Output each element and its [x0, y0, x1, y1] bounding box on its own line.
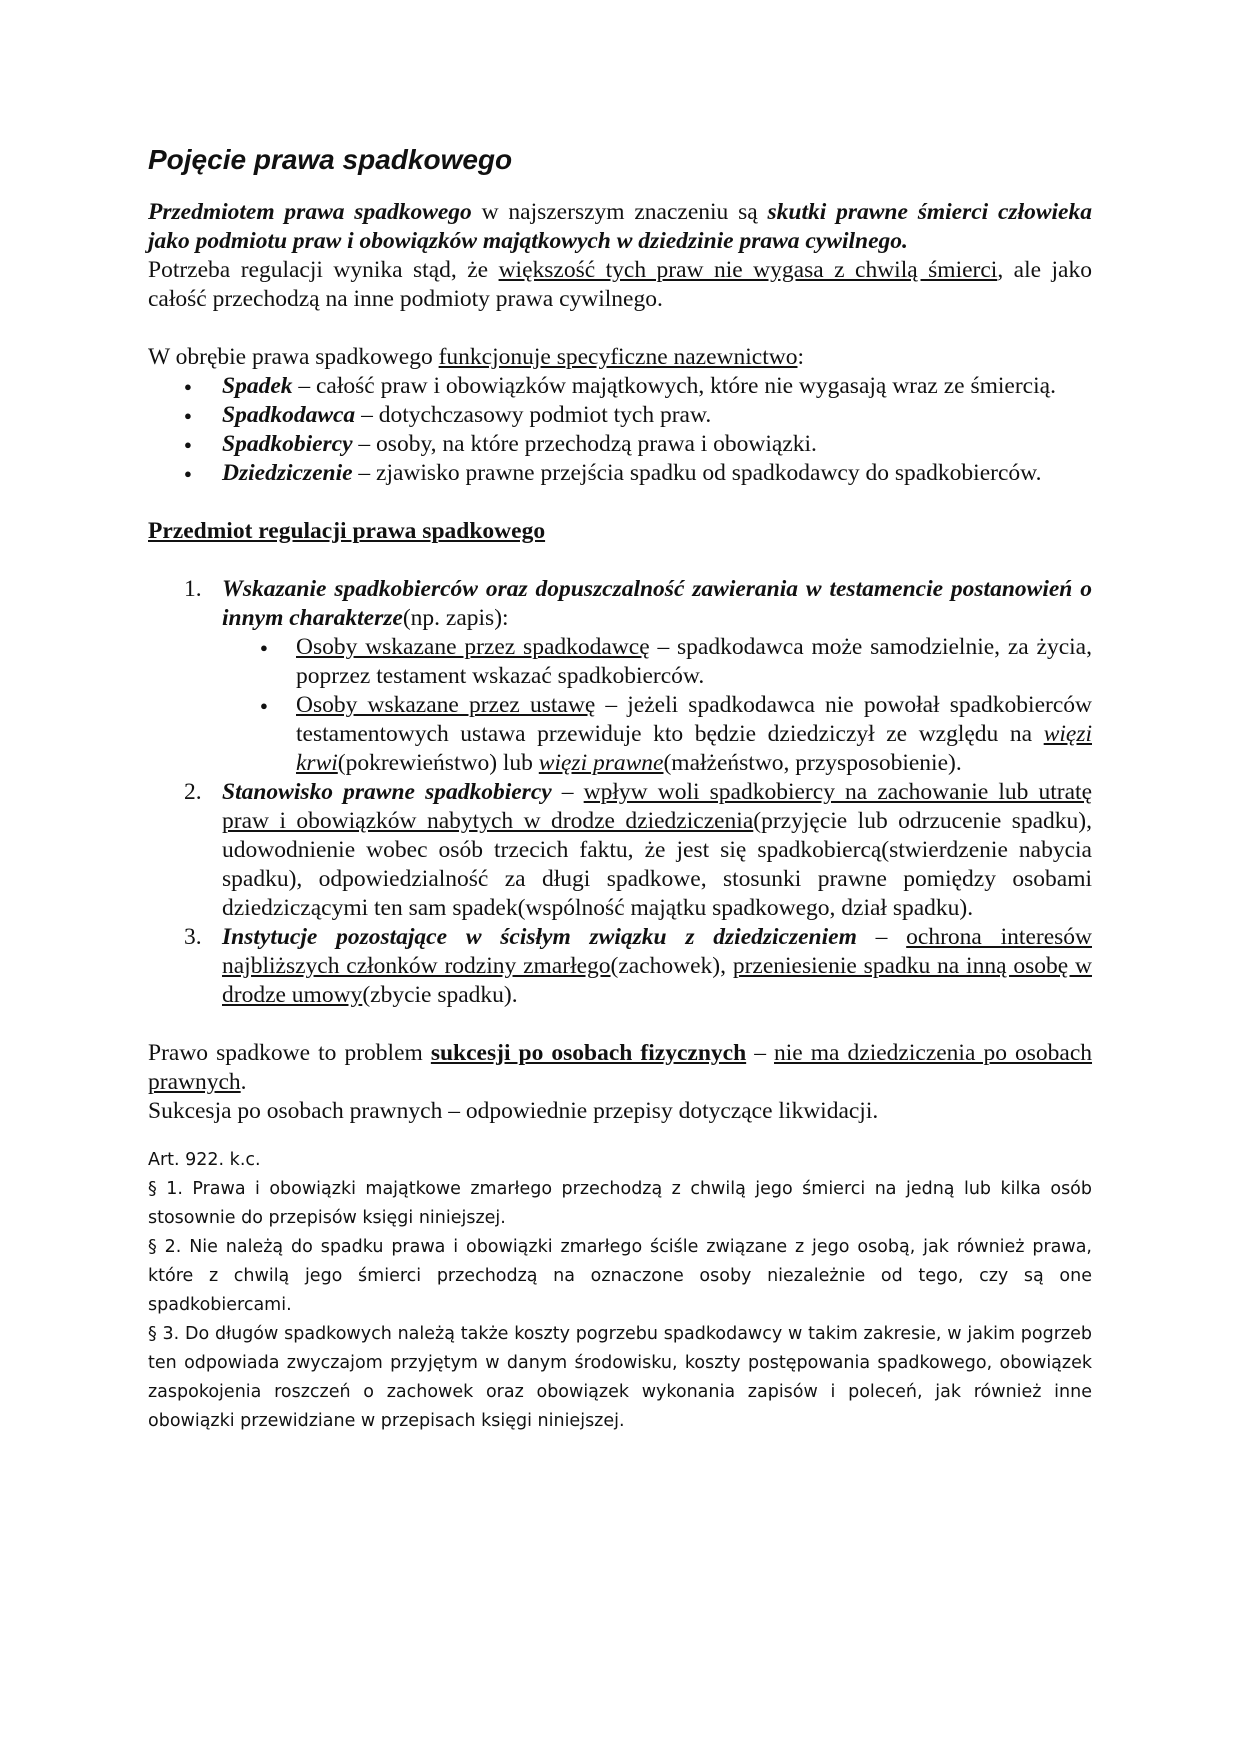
succession-underline: nie ma dziedziczenia po osobach prawnych: [148, 1040, 1093, 1095]
sub-item-text: (pokrewieństwo) lub: [337, 750, 539, 776]
list-item: [222, 401, 1092, 430]
sub-item-underline: Osoby wskazane przez ustawę: [296, 692, 596, 718]
list-item: [184, 778, 1093, 923]
list-item: [296, 633, 1092, 691]
terms-list: [148, 372, 1092, 488]
list-item: [184, 923, 1092, 1010]
article-paragraph-3: § 3. Do długów spadkowych należą także koszty pogrzebu spadkodawcy w takim zakresie, w jakim pogrzeb ten odpowiada zwyczajom przyjętym w danym środowisku, koszty postępowania spadkowego, obowiązek zaspokojenia roszczeń o zachowek oraz obowiązek wykonania zapisów i poleceń, jak również inne obowiązki przewidziane w przepisach księgi niniejszej.: [148, 1324, 1092, 1431]
item-underline: ochrona interesów najbliższych członków rodziny zmarłego: [222, 924, 1092, 979]
term-label: Spadkodawca: [222, 402, 356, 428]
succession-paragraph: [148, 1039, 1092, 1097]
sub-list: [222, 633, 1092, 778]
intro-lead-bold: Przedmiotem prawa spadkowego: [148, 199, 472, 225]
succession-dot: .: [240, 1069, 247, 1095]
item-text: (np. zapis):: [402, 605, 509, 631]
item-text: (zbycie spadku).: [362, 982, 518, 1008]
sub-item-underline: Osoby wskazane przez spadkodawcę: [296, 634, 650, 660]
intro-p2-underline: większość tych praw nie wygasa z chwilą śmierci: [498, 257, 998, 283]
terms-intro-start: W obrębie prawa spadkowego: [148, 344, 439, 370]
terms-intro-end: :: [797, 344, 805, 370]
term-definition: – zjawisko prawne przejścia spadku od spadkodawcy do spadkobierców.: [352, 460, 1042, 486]
list-item: [296, 691, 1092, 778]
document-page: [148, 145, 1092, 1436]
item-underline: wpływ woli spadkobiercy na zachowanie lub utratę praw i obowiązków nabytych w drodze dziedziczenia: [222, 779, 1093, 834]
item-underline: przeniesienie spadku na inną osobę w drodze umowy: [222, 953, 1092, 1008]
intro-lead-bold2: skutki prawne śmierci człowieka jako podmiotu praw i obowiązków majątkowych w dziedzinie prawa cywilnego.: [148, 199, 1092, 254]
sub-item-text: – jeżeli spadkodawca nie powołał spadkobierców testamentowych ustawa przewiduje kto będzie dziedziczył ze względu na: [296, 692, 1092, 747]
succession-bold: sukcesji po osobach fizycznych: [430, 1040, 747, 1066]
term-label: Spadek: [222, 373, 293, 399]
item-text: (przyjęcie lub odrzucenie spadku), udowodnienie wobec osób trzecich faktu, że jest się spadkobiercą(stwierdzenie nabycia spadku), odpowiedzialność za długi spadkowe, stosunki prawne pomiędzy osobami dziedziczącymi ten sam spadek(wspólność majątku spadkowego, dział spadku).: [222, 808, 1092, 921]
list-item: [222, 459, 1092, 488]
intro-paragraph-2: [148, 256, 1092, 314]
sub-item-italic: więzi krwi: [296, 721, 1092, 776]
item-heading: Wskazanie spadkobierców oraz dopuszczalność zawierania w testamencie postanowień o innym charakterze: [222, 576, 1092, 631]
term-definition: – osoby, na które przechodzą prawa i obowiązki.: [352, 431, 817, 457]
terms-intro: [148, 343, 1092, 372]
sub-item-text: (małżeństwo, przysposobienie).: [663, 750, 962, 776]
article-paragraph-1: § 1. Prawa i obowiązki majątkowe zmarłego przechodzą z chwilą jego śmierci na jedną lub kilka osób stosownie do przepisów księgi niniejszej.: [148, 1179, 1092, 1228]
intro-p2-end: , ale jako całość przechodzą na inne podmioty prawa cywilnego.: [148, 257, 1092, 312]
item-heading: Instytucje pozostające w ścisłym związku z dziedziczeniem: [222, 924, 857, 950]
sub-item-text: – spadkodawca może samodzielnie, za życia, poprzez testament wskazać spadkobierców.: [296, 634, 1092, 689]
section-heading: Przedmiot regulacji prawa spadkowego: [148, 518, 546, 544]
page-title: Pojęcie prawa spadkowego: [148, 144, 513, 175]
item-text: (zachowek),: [610, 953, 733, 979]
article-block: [148, 1146, 1092, 1436]
list-number: 3.: [184, 924, 202, 950]
term-label: Spadkobiercy: [222, 431, 353, 457]
intro-paragraph: [148, 198, 1092, 256]
list-number: 2.: [184, 779, 202, 805]
succession-dash: –: [746, 1040, 775, 1066]
terms-intro-underline: funkcjonuje specyficzne nazewnictwo: [438, 344, 798, 370]
sub-item-italic: więzi prawne: [538, 750, 664, 776]
regulation-list: [148, 575, 1092, 1010]
list-number: 1.: [184, 576, 202, 602]
item-heading: Stanowisko prawne spadkobiercy: [222, 779, 552, 805]
succession-start: Prawo spadkowe to problem: [148, 1040, 431, 1066]
item-text: –: [551, 779, 584, 805]
intro-p2-start: Potrzeba regulacji wynika stąd, że: [148, 257, 499, 283]
list-item: [222, 430, 1092, 459]
article-paragraph-2: § 2. Nie należą do spadku prawa i obowiązki zmarłego ściśle związane z jego osobą, jak również prawa, które z chwilą jego śmierci przechodzą na oznaczone osoby niezależnie od tego, czy są one spadkobiercami.: [148, 1237, 1092, 1315]
article-heading: Art. 922. k.c.: [148, 1150, 261, 1170]
succession-line-2: Sukcesja po osobach prawnych – odpowiednie przepisy dotyczące likwidacji.: [148, 1098, 879, 1124]
list-item: [222, 372, 1092, 401]
item-text: –: [856, 924, 907, 950]
intro-lead-mid: w najszerszym znaczeniu są: [471, 199, 768, 225]
term-definition: – dotychczasowy podmiot tych praw.: [355, 402, 712, 428]
list-item: [184, 575, 1092, 778]
term-label: Dziedziczenie: [222, 460, 353, 486]
term-definition: – całość praw i obowiązków majątkowych, które nie wygasają wraz ze śmiercią.: [292, 373, 1056, 399]
